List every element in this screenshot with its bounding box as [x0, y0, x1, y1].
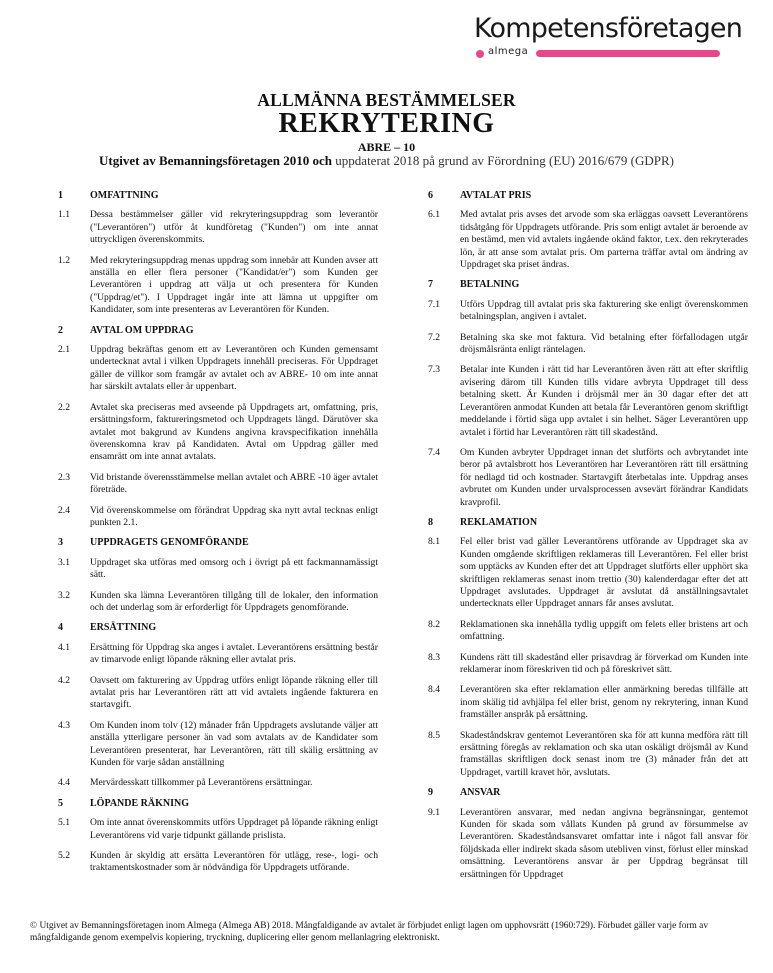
clause-number: 8.3	[428, 651, 440, 663]
clause-number: 9.1	[428, 806, 440, 818]
clause	[58, 675, 378, 712]
section-title: AVTALAT PRIS	[460, 190, 532, 201]
clause	[58, 777, 378, 789]
clause-text: Vid bristande överensstämmelse mellan avtalet och ABRE -10 äger avtalet företräde.	[90, 471, 378, 496]
section-heading	[428, 517, 748, 529]
clause	[58, 344, 378, 394]
clause-number: 3.2	[58, 589, 70, 601]
section-heading	[58, 325, 378, 337]
section-heading	[58, 537, 378, 549]
clause-text: Dessa bestämmelser gäller vid rekryteringsuppdrag som leverantör ("Leverantören") utför åt kundföretag ("Kunden") om inte annat uttryckligen överenskommits.	[90, 209, 378, 246]
clause-text: Mervärdesskatt tillkommer på Leverantörens ersättningar.	[90, 777, 313, 789]
clause-text: Om Kunden avbryter Uppdraget innan det slutförts och avbrytandet inte beror på avtalsbrott hos Leverantören har Leverantören rätt till ersättning för nedlagd tid och kostnader. Startavgift återbetalas inte. Uppdrag anses avbrutet om Kunden under urvalsprocessen avsevärt förändrar Kandidats kravprofil.	[460, 446, 748, 508]
clause-text: Kunden ska lämna Leverantören tillgång till de lokaler, den information och det underlag som är erforderligt för Uppdragets genomförande.	[90, 589, 378, 613]
clause	[428, 332, 748, 357]
clause-text: Kundens rätt till skadestånd eller prisavdrag är förverkad om Kunden inte reklamerar inom föreskriven tid och på föreskrivet sätt.	[460, 651, 748, 675]
clause-text: Ersättning för Uppdrag ska anges i avtalet. Leverantörens ersättning består av timarvode enligt löpande räkning eller avtalat pris.	[90, 641, 378, 666]
clause	[58, 850, 378, 875]
clause	[58, 590, 378, 615]
clause-text: Reklamationen ska innehålla tydlig uppgift om felets eller bristens art och omfattning.	[460, 618, 748, 643]
clause-text: Betalar inte Kunden i rätt tid har Leverantören även rätt att efter skriftlig avisering därom till Kunden tills vidare avbryta Uppdraget till dess betalning skett. Är Kunden i dröjsmål mer än 30 dagar efter det att Leverantören anmodat Kunden att betala får Leverantören genom skriftligt meddelande i förtid säga upp avtalet i sin helhet. Säger Leverantören upp avtalet i förtid har Leverantören rätt till skadestånd.	[460, 364, 748, 438]
document-code: ABRE – 10	[357, 140, 416, 154]
clause-number: 8.1	[428, 536, 440, 548]
section-heading	[428, 190, 748, 202]
clause-number: 7.4	[428, 446, 440, 458]
clause-text: Med avtalat pris avses det arvode som ska erläggas oavsett Leverantörens tidsåtgång för Uppdragets utförande. Pris som enligt avtalet är beroende av en bestämd, men vid avtalets ingående okänd faktor, t.ex. den rekryterades lön, är att anse som avtalat pris. Om parterna träffar avtal om ändring av Uppdraget ska priset ändras.	[460, 209, 748, 271]
clause-text: Avtalet ska preciseras med avseende på Uppdragets art, omfattning, pris, ersättningsform, faktureringsmetod och Uppdragets längd. Därutöver ska avtalet mot bakgrund av Kundens angivna kravspecifikation innehålla överenskomna krav på Kandidaten. Avtal om Uppdrag gäller med ensamrätt om inte annat avtalats.	[90, 401, 378, 463]
clause	[58, 209, 378, 246]
clause-number: 6.1	[428, 209, 440, 221]
section-heading	[58, 798, 378, 810]
right-column	[428, 190, 748, 889]
copyright-footer: © Utgivet av Bemanningsföretagen inom Almega (Almega AB) 2018. Mångfaldigande av avtalet är förbjudet enligt lagen om upphovsrätt (1960:729). Förbudet gäller varje form av mångfaldigande genom exempelvis kopiering, tryckning, duplicering eller genom mellanlagring elektroniskt.	[30, 921, 709, 943]
clause-text: Leverantören ansvarar, med nedan angivna begränsningar, gentemot Kunden för skada som vållats Kunden på grund av försummelse av Leverantören. Skadeståndsansvaret omfattar inte i något fall ansvar för följdskada eller indirekt skada såsom utebliven vinst, förlust eller minskad omsättning. Leverantörens ansvar är per Uppdrag begränsat till ersättningen för Uppdraget	[460, 806, 748, 880]
clause	[428, 536, 748, 610]
clause-number: 4.3	[58, 719, 70, 731]
section-title: LÖPANDE RÄKNING	[90, 797, 189, 809]
section-title: UPPDRAGETS GENOMFÖRANDE	[90, 537, 249, 549]
clause-number: 7.2	[428, 331, 440, 343]
clause-number: 4.1	[58, 641, 70, 653]
company-logo	[474, 13, 743, 60]
clause	[58, 817, 378, 842]
clause-number: 3.1	[58, 556, 70, 568]
clause-number: 2.4	[58, 504, 70, 516]
section-title: BETALNING	[460, 279, 520, 291]
logo-bar	[474, 48, 734, 60]
clause	[428, 299, 748, 324]
logo-accent-line	[536, 50, 720, 57]
section-heading	[58, 622, 378, 634]
logo-dot-icon	[476, 50, 484, 58]
clause-text: Om inte annat överenskommits utförs Uppdraget på löpande räkning enligt Leverantörens vid varje tidpunkt gällande prislista.	[90, 817, 379, 841]
section-title: REKLAMATION	[460, 516, 538, 528]
clause-number: 8.4	[428, 684, 440, 696]
clause	[428, 807, 748, 881]
clause	[428, 619, 748, 644]
clause	[428, 684, 748, 721]
section-number: 5	[58, 797, 63, 809]
section-heading	[58, 190, 378, 202]
clause-number: 5.1	[58, 817, 70, 829]
clause	[428, 364, 748, 438]
clause	[58, 472, 378, 497]
section-number: 3	[58, 537, 63, 549]
clause-text: Uppdraget ska utföras med omsorg och i övrigt på ett fackmannamässigt sätt.	[90, 556, 378, 581]
clause	[58, 255, 378, 317]
clause-text: Utförs Uppdrag till avtalat pris ska fakturering ske enligt överenskommen betalningsplan, angiven i avtalet.	[460, 298, 748, 323]
clause	[428, 209, 748, 271]
section-number: 7	[428, 279, 433, 291]
section-title: ANSVAR	[460, 787, 501, 799]
section-heading	[428, 279, 748, 291]
clause	[58, 557, 378, 582]
clause-text: Kunden är skyldig att ersätta Leverantören för utlägg, rese-, logi- och traktamentskostnader som är nödvändiga för Uppdragets utförande.	[90, 850, 378, 874]
clause	[58, 720, 378, 770]
clause-number: 1.2	[58, 254, 70, 266]
clause	[428, 730, 748, 780]
section-heading	[428, 787, 748, 799]
clause-number: 8.5	[428, 729, 440, 741]
clause-number: 7.1	[428, 298, 440, 310]
clause-number: 8.2	[428, 618, 440, 630]
clause-text: Uppdrag bekräftas genom ett av Leverantören och Kunden gemensamt undertecknat avtal i vilken Uppdragets innehåll preciseras. För Uppdraget gäller de villkor som framgår av avtalet och av ABRE- 10 om inte annat har särskilt avtalats eller är uppenbart.	[90, 344, 378, 393]
publication-note-rest: uppdaterat 2018 på grund av Förordning (EU) 2016/679 (GDPR)	[335, 153, 674, 168]
clause-number: 2.3	[58, 471, 70, 483]
document-title: REKRYTERING	[278, 108, 495, 139]
section-number: 8	[428, 516, 433, 528]
clause-text: Leverantören ska efter reklamation eller anmärkning beredas tillfälle att inom skälig tid avhjälpa fel eller brist, genom ny rekrytering, innan Kund framställer anspråk på ersättning.	[460, 684, 748, 721]
left-column	[58, 190, 378, 883]
clause-number: 7.3	[428, 364, 440, 376]
publication-note	[0, 153, 773, 169]
clause-text: Oavsett om fakturering av Uppdrag utförs enligt löpande räkning eller till avtalat pris har Leverantören rätt att vid avtalets ingående fakturera en startavgift.	[90, 674, 378, 711]
clause-number: 2.2	[58, 401, 70, 413]
clause-text: Vid överenskommelse om förändrat Uppdrag ska nytt avtal tecknas enligt punkten 2.1.	[90, 504, 378, 528]
clause-text: Om Kunden inom tolv (12) månader från Uppdragets avslutande väljer att anställa ytterligare personer än vad som avtalats av de Kandidater som Leverantören presenterat, har Leverantören, rätt till skälig ersättning av Kunden för varje sådan anställning	[90, 719, 378, 769]
clause-text: Med rekryteringsuppdrag menas uppdrag som innebär att Kunden avser att anställa en eller flera personer ("Kandidat/er") som Kunden ger Leverantören i uppdrag att välja ut och presentera för Kunden ("Uppdrag/et"). I Uppdraget ingår inte att lämna ut uppgifter om Kandidater, som inte presenteras av Leverantören för Kunden.	[90, 254, 378, 316]
section-title: OMFATTNING	[90, 190, 159, 201]
clause-number: 4.4	[58, 777, 70, 789]
clause-number: 2.1	[58, 344, 70, 356]
section-number: 4	[58, 622, 63, 634]
clause	[58, 642, 378, 667]
section-title: ERSÄTTNING	[90, 622, 157, 634]
section-number: 1	[58, 190, 63, 201]
clause-number: 5.2	[58, 850, 70, 862]
clause	[58, 402, 378, 464]
clause	[58, 505, 378, 530]
section-number: 6	[428, 190, 433, 201]
clause-number: 4.2	[58, 674, 70, 686]
section-title: AVTAL OM UPPDRAG	[90, 324, 194, 336]
clause-text: Betalning ska ske mot faktura. Vid betalning efter förfallodagen utgår dröjsmålsränta enligt räntelagen.	[460, 331, 748, 356]
logo-name: Kompetensföretagen	[474, 13, 743, 44]
clause	[428, 652, 748, 677]
section-number: 9	[428, 787, 433, 799]
publication-note-bold: Utgivet av Bemanningsföretagen 2010 och	[99, 153, 333, 168]
document-heading: ALLMÄNNA BESTÄMMELSER	[257, 90, 516, 110]
clause-number: 1.1	[58, 209, 70, 221]
clause	[428, 447, 748, 509]
clause-text: Skadeståndskrav gentemot Leverantören ska för att kunna medföra rätt till ersättning föregås av reklamation och ska utan oskäligt dröjsmål av Kund framställas skriftligen dock senast inom tre (3) månader från det att Uppdraget, vartill kravet hör, avslutats.	[460, 729, 748, 778]
section-number: 2	[58, 324, 63, 336]
clause-text: Fel eller brist vad gäller Leverantörens utförande av Uppdraget ska av Kunden omgående skriftligen reklameras till Leverantören. Fel eller brist som upptäcks av Kunden efter det att Uppdraget slutförts eller upphört ska skriftligen reklameras senast inom trettio (30) kalenderdagar efter det att Uppdraget avslutades. Uppdraget är avslutat då anställningsavtalet undertecknats eller Uppdraget annars får anses avslutat.	[460, 536, 748, 610]
logo-subtitle: almega	[488, 46, 529, 57]
